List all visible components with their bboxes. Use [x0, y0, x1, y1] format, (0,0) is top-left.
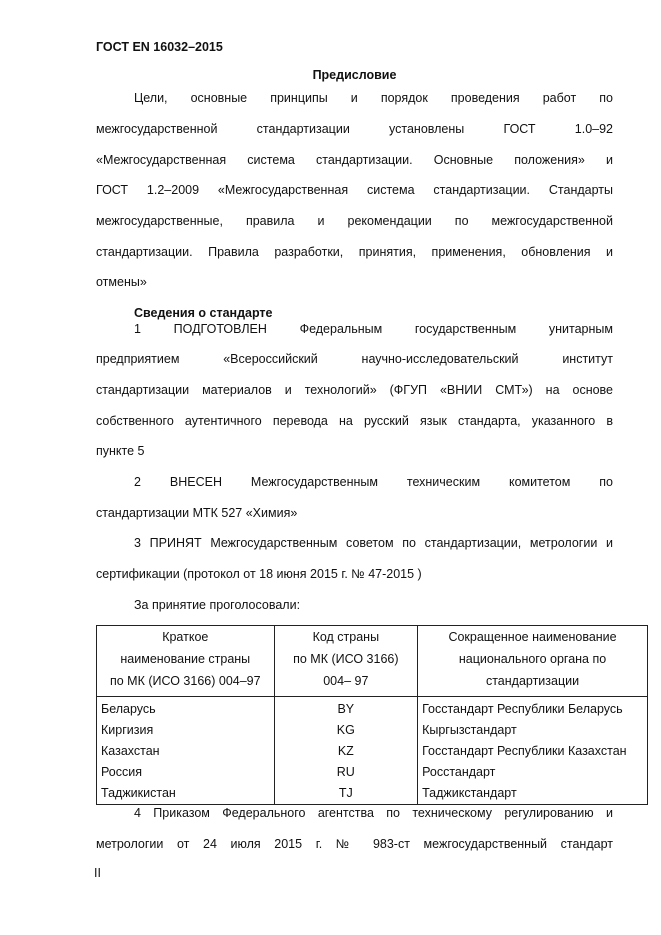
body-cell: Таджикстандарт: [418, 783, 648, 805]
header-text: Код страны: [312, 630, 380, 644]
body-cell: Госстандарт Республики Беларусь: [418, 697, 648, 721]
table-row: [97, 762, 648, 783]
document-code: ГОСТ EN 16032–2015: [96, 40, 223, 54]
preface-line: «Межгосударственная система стандартизации. Основные положения» и: [96, 153, 613, 167]
table-row: [97, 720, 648, 741]
preface-line: межгосударственной стандартизации установлены ГОСТ 1.0–92: [96, 122, 613, 136]
item1-line: предприятием «Всероссийский научно-исследовательский институт: [96, 352, 613, 366]
item1-line: 1 ПОДГОТОВЛЕН Федеральным государственным унитарным: [134, 322, 613, 336]
page-number: II: [94, 866, 101, 880]
header-text: Сокращенное наименование: [448, 630, 617, 644]
preface-line: ГОСТ 1.2–2009 «Межгосударственная система стандартизации. Стандарты: [96, 183, 613, 197]
country-cell: Таджикистан: [97, 783, 275, 805]
header-text: Краткое: [162, 630, 209, 644]
code-cell: RU: [274, 762, 418, 783]
preface-title: Предисловие: [312, 68, 397, 82]
item1-line: пункте 5: [96, 444, 145, 458]
header-national-body: [418, 626, 648, 697]
code-cell: KZ: [274, 741, 418, 762]
item4-line: 4 Приказом Федерального агентства по техническому регулированию и: [134, 806, 613, 820]
table-row: [97, 697, 648, 721]
country-cell: Киргизия: [97, 720, 275, 741]
country-cell: Россия: [97, 762, 275, 783]
country-cell: Беларусь: [97, 697, 275, 721]
header-text: по МК (ИСО 3166): [293, 652, 399, 666]
code-cell: TJ: [274, 783, 418, 805]
item4-line: метрологии от 24 июля 2015 г. № 983-ст межгосударственный стандарт: [96, 837, 613, 851]
preface-line: Цели, основные принципы и порядок проведения работ по: [134, 91, 613, 105]
header-text: по МК (ИСО 3166) 004–97: [109, 674, 261, 688]
country-cell: Казахстан: [97, 741, 275, 762]
header-text: 004– 97: [323, 674, 369, 688]
preface-line: отмены»: [96, 275, 147, 289]
voting-table: [96, 625, 648, 805]
body-cell: Госстандарт Республики Казахстан: [418, 741, 648, 762]
body-cell: Кыргызстандарт: [418, 720, 648, 741]
header-text: стандартизации: [485, 674, 580, 688]
code-cell: KG: [274, 720, 418, 741]
body-cell: Росстандарт: [418, 762, 648, 783]
preface-line: стандартизации. Правила разработки, принятия, применения, обновления и: [96, 245, 613, 259]
header-text: национального органа по: [458, 652, 607, 666]
item2-line: 2 ВНЕСЕН Межгосударственным техническим комитетом по: [134, 475, 613, 489]
preface-line: межгосударственные, правила и рекомендации по межгосударственной: [96, 214, 613, 228]
header-text: наименование страны: [120, 652, 251, 666]
item3-line: сертификации (протокол от 18 июня 2015 г. № 47-2015 ): [96, 567, 422, 581]
table-header-row: [97, 626, 648, 697]
table-row: [97, 741, 648, 762]
info-section-title: Сведения о стандарте: [134, 306, 273, 320]
table-row: [97, 783, 648, 805]
item1-line: собственного аутентичного перевода на русский язык стандарта, указанного в: [96, 414, 613, 428]
item1-line: стандартизации материалов и технологий» (ФГУП «ВНИИ СМТ») на основе: [96, 383, 613, 397]
code-cell: BY: [274, 697, 418, 721]
item2-line: стандартизации МТК 527 «Химия»: [96, 506, 298, 520]
header-country-name: [97, 626, 275, 697]
vote-intro: За принятие проголосовали:: [134, 598, 301, 612]
item3-line: 3 ПРИНЯТ Межгосударственным советом по стандартизации, метрологии и: [134, 536, 613, 550]
header-country-code: [274, 626, 418, 697]
